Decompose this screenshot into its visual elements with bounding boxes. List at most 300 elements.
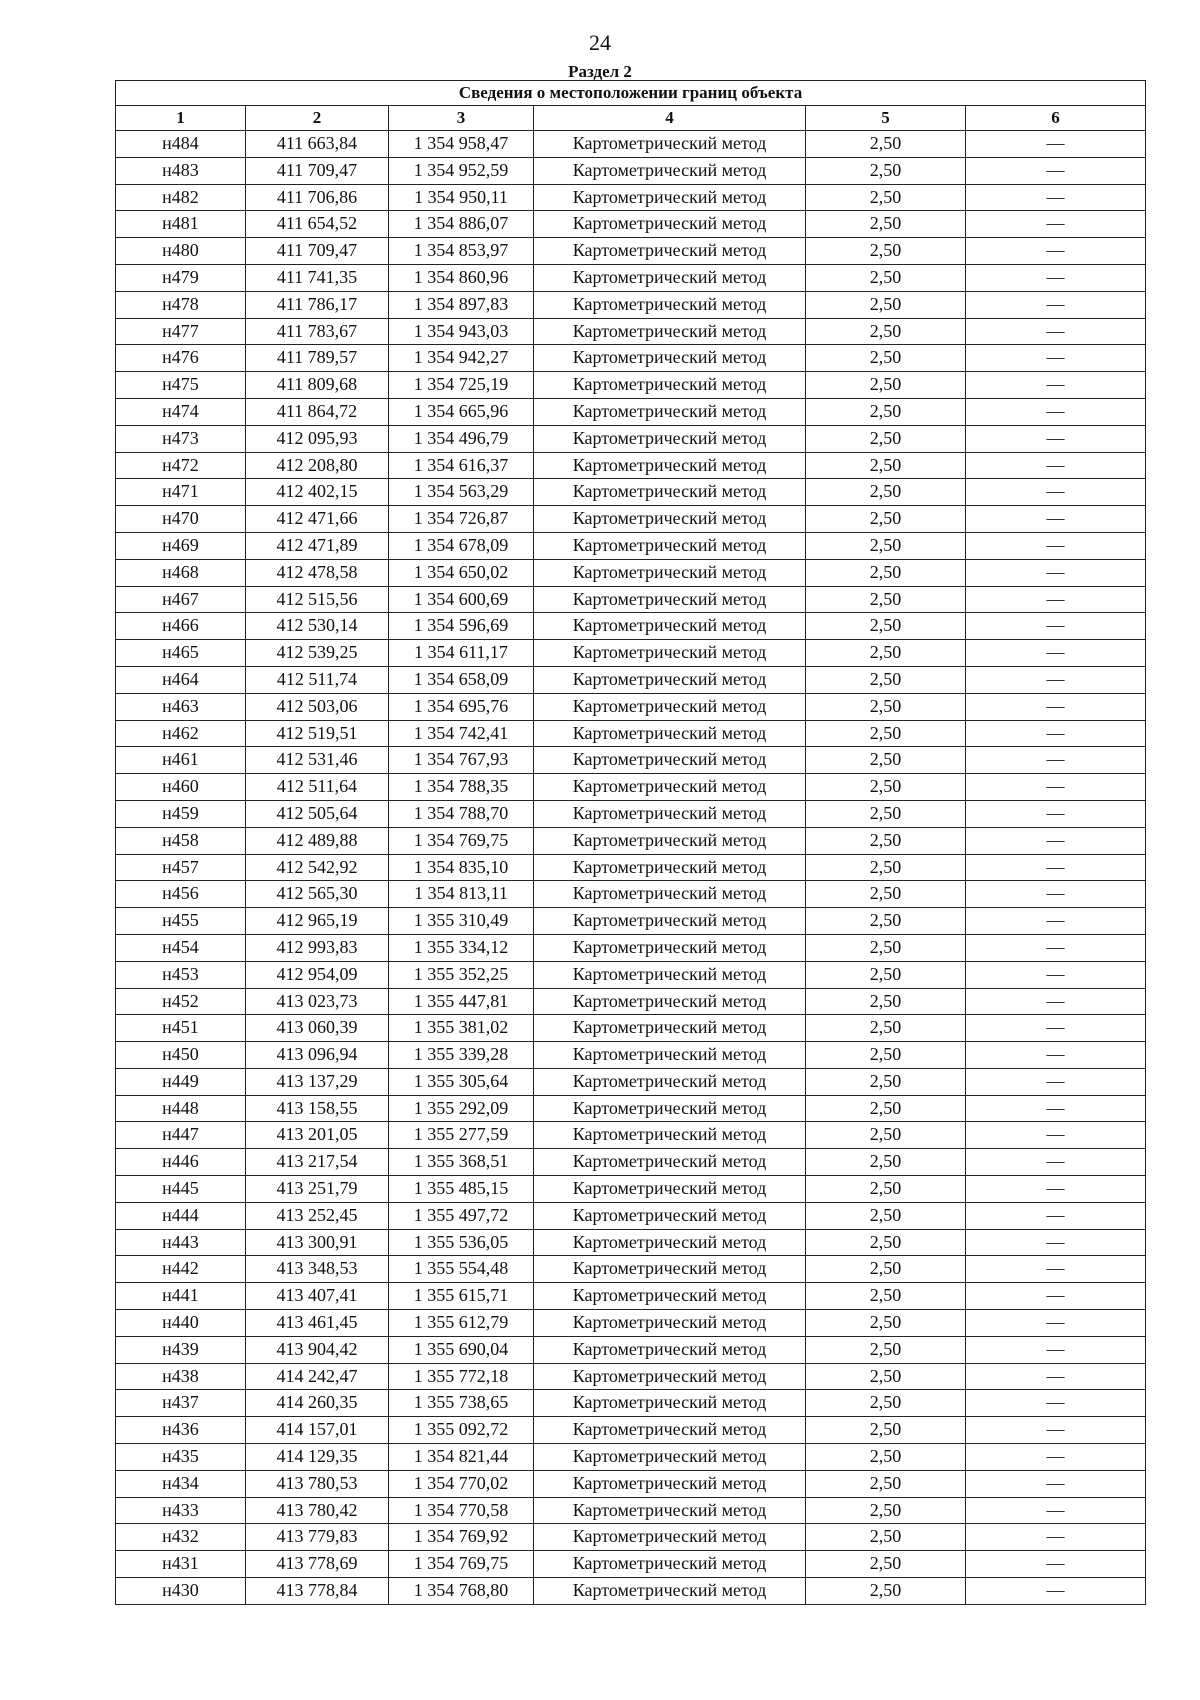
method-cell: Картометрический метод [534,800,806,827]
x-coordinate-cell: 413 060,39 [246,1015,389,1042]
description-cell: — [966,1390,1146,1417]
y-coordinate-cell: 1 354 695,76 [389,693,534,720]
x-coordinate-cell: 413 023,73 [246,988,389,1015]
method-cell: Картометрический метод [534,1229,806,1256]
y-coordinate-cell: 1 355 612,79 [389,1310,534,1337]
description-cell: — [966,291,1146,318]
method-cell: Картометрический метод [534,1283,806,1310]
point-id-cell: н467 [116,586,246,613]
y-coordinate-cell: 1 355 536,05 [389,1229,534,1256]
accuracy-cell: 2,50 [806,881,966,908]
point-id-cell: н479 [116,264,246,291]
point-id-cell: н442 [116,1256,246,1283]
method-cell: Картометрический метод [534,934,806,961]
y-coordinate-cell: 1 354 788,70 [389,800,534,827]
method-cell: Картометрический метод [534,372,806,399]
point-id-cell: н434 [116,1470,246,1497]
method-cell: Картометрический метод [534,1390,806,1417]
y-coordinate-cell: 1 354 835,10 [389,854,534,881]
description-cell: — [966,264,1146,291]
point-id-cell: н471 [116,479,246,506]
x-coordinate-cell: 412 954,09 [246,961,389,988]
x-coordinate-cell: 412 478,58 [246,559,389,586]
x-coordinate-cell: 411 786,17 [246,291,389,318]
accuracy-cell: 2,50 [806,291,966,318]
description-cell: — [966,586,1146,613]
accuracy-cell: 2,50 [806,211,966,238]
point-id-cell: н431 [116,1551,246,1578]
table-row [116,1283,1146,1310]
x-coordinate-cell: 412 515,56 [246,586,389,613]
x-coordinate-cell: 413 251,79 [246,1176,389,1203]
y-coordinate-cell: 1 355 485,15 [389,1176,534,1203]
description-cell: — [966,1524,1146,1551]
point-id-cell: н481 [116,211,246,238]
table-row [116,372,1146,399]
description-cell: — [966,666,1146,693]
table-row [116,157,1146,184]
description-cell: — [966,1470,1146,1497]
x-coordinate-cell: 414 129,35 [246,1444,389,1471]
description-cell: — [966,211,1146,238]
point-id-cell: н451 [116,1015,246,1042]
accuracy-cell: 2,50 [806,184,966,211]
table-row [116,800,1146,827]
y-coordinate-cell: 1 355 092,72 [389,1417,534,1444]
method-cell: Картометрический метод [534,774,806,801]
y-coordinate-cell: 1 355 334,12 [389,934,534,961]
boundary-coordinates-table [115,80,1146,1605]
y-coordinate-cell: 1 355 690,04 [389,1336,534,1363]
method-cell: Картометрический метод [534,854,806,881]
point-id-cell: н468 [116,559,246,586]
y-coordinate-cell: 1 355 277,59 [389,1122,534,1149]
description-cell: — [966,1363,1146,1390]
y-coordinate-cell: 1 354 769,75 [389,1551,534,1578]
accuracy-cell: 2,50 [806,827,966,854]
y-coordinate-cell: 1 354 658,09 [389,666,534,693]
method-cell: Картометрический метод [534,1363,806,1390]
table-row [116,318,1146,345]
description-cell: — [966,1068,1146,1095]
accuracy-cell: 2,50 [806,1578,966,1605]
y-coordinate-cell: 1 354 769,92 [389,1524,534,1551]
point-id-cell: н439 [116,1336,246,1363]
method-cell: Картометрический метод [534,1551,806,1578]
x-coordinate-cell: 411 654,52 [246,211,389,238]
table-row [116,1042,1146,1069]
accuracy-cell: 2,50 [806,747,966,774]
method-cell: Картометрический метод [534,398,806,425]
point-id-cell: н463 [116,693,246,720]
table-row [116,908,1146,935]
table-row [116,613,1146,640]
method-cell: Картометрический метод [534,1578,806,1605]
y-coordinate-cell: 1 355 447,81 [389,988,534,1015]
method-cell: Картометрический метод [534,131,806,158]
description-cell: — [966,506,1146,533]
description-cell: — [966,1310,1146,1337]
point-id-cell: н475 [116,372,246,399]
x-coordinate-cell: 413 904,42 [246,1336,389,1363]
y-coordinate-cell: 1 354 958,47 [389,131,534,158]
y-coordinate-cell: 1 354 788,35 [389,774,534,801]
table-row [116,640,1146,667]
column-header: 1 [116,106,246,131]
x-coordinate-cell: 413 137,29 [246,1068,389,1095]
table-row [116,425,1146,452]
y-coordinate-cell: 1 355 368,51 [389,1149,534,1176]
table-row [116,961,1146,988]
method-cell: Картометрический метод [534,184,806,211]
x-coordinate-cell: 411 706,86 [246,184,389,211]
x-coordinate-cell: 413 407,41 [246,1283,389,1310]
method-cell: Картометрический метод [534,1015,806,1042]
description-cell: — [966,774,1146,801]
y-coordinate-cell: 1 354 886,07 [389,211,534,238]
accuracy-cell: 2,50 [806,1470,966,1497]
x-coordinate-cell: 413 096,94 [246,1042,389,1069]
column-number-row [116,106,1146,131]
point-id-cell: н473 [116,425,246,452]
point-id-cell: н484 [116,131,246,158]
table-row [116,1095,1146,1122]
x-coordinate-cell: 411 709,47 [246,238,389,265]
y-coordinate-cell: 1 354 767,93 [389,747,534,774]
y-coordinate-cell: 1 354 770,58 [389,1497,534,1524]
method-cell: Картометрический метод [534,586,806,613]
point-id-cell: н454 [116,934,246,961]
table-row [116,586,1146,613]
description-cell: — [966,318,1146,345]
table-row [116,345,1146,372]
x-coordinate-cell: 413 348,53 [246,1256,389,1283]
y-coordinate-cell: 1 354 813,11 [389,881,534,908]
accuracy-cell: 2,50 [806,961,966,988]
accuracy-cell: 2,50 [806,532,966,559]
accuracy-cell: 2,50 [806,854,966,881]
accuracy-cell: 2,50 [806,345,966,372]
section-title: Раздел 2 [568,62,632,81]
accuracy-cell: 2,50 [806,318,966,345]
x-coordinate-cell: 413 780,42 [246,1497,389,1524]
point-id-cell: н482 [116,184,246,211]
accuracy-cell: 2,50 [806,1229,966,1256]
y-coordinate-cell: 1 354 678,09 [389,532,534,559]
accuracy-cell: 2,50 [806,131,966,158]
x-coordinate-cell: 412 489,88 [246,827,389,854]
method-cell: Картометрический метод [534,238,806,265]
method-cell: Картометрический метод [534,1470,806,1497]
accuracy-cell: 2,50 [806,1551,966,1578]
accuracy-cell: 2,50 [806,1417,966,1444]
point-id-cell: н461 [116,747,246,774]
description-cell: — [966,693,1146,720]
y-coordinate-cell: 1 354 860,96 [389,264,534,291]
y-coordinate-cell: 1 354 596,69 [389,613,534,640]
method-cell: Картометрический метод [534,318,806,345]
point-id-cell: н465 [116,640,246,667]
description-cell: — [966,238,1146,265]
column-header: 4 [534,106,806,131]
point-id-cell: н432 [116,1524,246,1551]
point-id-cell: н444 [116,1202,246,1229]
x-coordinate-cell: 413 217,54 [246,1149,389,1176]
method-cell: Картометрический метод [534,1310,806,1337]
table-title: Сведения о местоположении границ объекта [116,81,1146,106]
description-cell: — [966,1095,1146,1122]
table-row [116,720,1146,747]
x-coordinate-cell: 412 539,25 [246,640,389,667]
description-cell: — [966,1149,1146,1176]
table-row [116,1202,1146,1229]
x-coordinate-cell: 413 461,45 [246,1310,389,1337]
x-coordinate-cell: 411 864,72 [246,398,389,425]
accuracy-cell: 2,50 [806,1068,966,1095]
point-id-cell: н472 [116,452,246,479]
y-coordinate-cell: 1 354 616,37 [389,452,534,479]
table-row [116,398,1146,425]
point-id-cell: н452 [116,988,246,1015]
table-row [116,1256,1146,1283]
description-cell: — [966,1176,1146,1203]
method-cell: Картометрический метод [534,747,806,774]
accuracy-cell: 2,50 [806,908,966,935]
description-cell: — [966,1015,1146,1042]
y-coordinate-cell: 1 355 554,48 [389,1256,534,1283]
y-coordinate-cell: 1 354 600,69 [389,586,534,613]
x-coordinate-cell: 412 530,14 [246,613,389,640]
description-cell: — [966,747,1146,774]
x-coordinate-cell: 414 260,35 [246,1390,389,1417]
table-row [116,238,1146,265]
description-cell: — [966,345,1146,372]
table-row [116,774,1146,801]
accuracy-cell: 2,50 [806,1336,966,1363]
description-cell: — [966,934,1146,961]
accuracy-cell: 2,50 [806,398,966,425]
table-row [116,1310,1146,1337]
description-cell: — [966,157,1146,184]
table-row [116,1363,1146,1390]
accuracy-cell: 2,50 [806,425,966,452]
x-coordinate-cell: 413 252,45 [246,1202,389,1229]
accuracy-cell: 2,50 [806,1524,966,1551]
method-cell: Картометрический метод [534,264,806,291]
accuracy-cell: 2,50 [806,157,966,184]
accuracy-cell: 2,50 [806,559,966,586]
method-cell: Картометрический метод [534,908,806,935]
description-cell: — [966,961,1146,988]
y-coordinate-cell: 1 355 305,64 [389,1068,534,1095]
table-row [116,1444,1146,1471]
method-cell: Картометрический метод [534,425,806,452]
point-id-cell: н450 [116,1042,246,1069]
description-cell: — [966,1042,1146,1069]
point-id-cell: н476 [116,345,246,372]
point-id-cell: н449 [116,1068,246,1095]
x-coordinate-cell: 412 503,06 [246,693,389,720]
method-cell: Картометрический метод [534,827,806,854]
y-coordinate-cell: 1 354 897,83 [389,291,534,318]
method-cell: Картометрический метод [534,1417,806,1444]
table-row [116,559,1146,586]
y-coordinate-cell: 1 354 725,19 [389,372,534,399]
accuracy-cell: 2,50 [806,238,966,265]
description-cell: — [966,1336,1146,1363]
accuracy-cell: 2,50 [806,1122,966,1149]
table-row [116,1336,1146,1363]
accuracy-cell: 2,50 [806,720,966,747]
y-coordinate-cell: 1 354 853,97 [389,238,534,265]
y-coordinate-cell: 1 354 496,79 [389,425,534,452]
table-row [116,666,1146,693]
x-coordinate-cell: 413 778,84 [246,1578,389,1605]
accuracy-cell: 2,50 [806,1497,966,1524]
accuracy-cell: 2,50 [806,1283,966,1310]
point-id-cell: н478 [116,291,246,318]
description-cell: — [966,1283,1146,1310]
x-coordinate-cell: 411 783,67 [246,318,389,345]
method-cell: Картометрический метод [534,1095,806,1122]
table-row [116,1390,1146,1417]
table-body [116,131,1146,1605]
accuracy-cell: 2,50 [806,1042,966,1069]
point-id-cell: н437 [116,1390,246,1417]
description-cell: — [966,613,1146,640]
description-cell: — [966,372,1146,399]
point-id-cell: н480 [116,238,246,265]
y-coordinate-cell: 1 354 952,59 [389,157,534,184]
description-cell: — [966,1444,1146,1471]
table-row [116,264,1146,291]
method-cell: Картометрический метод [534,452,806,479]
method-cell: Картометрический метод [534,479,806,506]
accuracy-cell: 2,50 [806,1390,966,1417]
table-row [116,1229,1146,1256]
method-cell: Картометрический метод [534,666,806,693]
accuracy-cell: 2,50 [806,1095,966,1122]
column-header: 2 [246,106,389,131]
table-row [116,854,1146,881]
x-coordinate-cell: 413 780,53 [246,1470,389,1497]
table-row [116,1149,1146,1176]
y-coordinate-cell: 1 355 772,18 [389,1363,534,1390]
method-cell: Картометрический метод [534,559,806,586]
description-cell: — [966,479,1146,506]
accuracy-cell: 2,50 [806,1015,966,1042]
table-row [116,506,1146,533]
table-row [116,291,1146,318]
point-id-cell: н474 [116,398,246,425]
description-cell: — [966,559,1146,586]
table-row [116,693,1146,720]
x-coordinate-cell: 413 779,83 [246,1524,389,1551]
point-id-cell: н459 [116,800,246,827]
method-cell: Картометрический метод [534,1336,806,1363]
point-id-cell: н456 [116,881,246,908]
x-coordinate-cell: 411 789,57 [246,345,389,372]
description-cell: — [966,398,1146,425]
point-id-cell: н483 [116,157,246,184]
point-id-cell: н469 [116,532,246,559]
table-row [116,452,1146,479]
description-cell: — [966,1122,1146,1149]
x-coordinate-cell: 412 402,15 [246,479,389,506]
point-id-cell: н440 [116,1310,246,1337]
x-coordinate-cell: 412 505,64 [246,800,389,827]
y-coordinate-cell: 1 355 292,09 [389,1095,534,1122]
point-id-cell: н458 [116,827,246,854]
method-cell: Картометрический метод [534,720,806,747]
point-id-cell: н435 [116,1444,246,1471]
description-cell: — [966,640,1146,667]
description-cell: — [966,720,1146,747]
table-row [116,1015,1146,1042]
description-cell: — [966,452,1146,479]
method-cell: Картометрический метод [534,211,806,238]
x-coordinate-cell: 412 542,92 [246,854,389,881]
table-row [116,1497,1146,1524]
x-coordinate-cell: 414 157,01 [246,1417,389,1444]
table-row [116,747,1146,774]
y-coordinate-cell: 1 355 352,25 [389,961,534,988]
accuracy-cell: 2,50 [806,372,966,399]
y-coordinate-cell: 1 354 769,75 [389,827,534,854]
point-id-cell: н464 [116,666,246,693]
column-header: 6 [966,106,1146,131]
description-cell: — [966,1417,1146,1444]
x-coordinate-cell: 412 511,74 [246,666,389,693]
point-id-cell: н446 [116,1149,246,1176]
description-cell: — [966,854,1146,881]
method-cell: Картометрический метод [534,613,806,640]
y-coordinate-cell: 1 354 650,02 [389,559,534,586]
accuracy-cell: 2,50 [806,613,966,640]
table-row [116,1524,1146,1551]
table-row [116,1551,1146,1578]
x-coordinate-cell: 412 095,93 [246,425,389,452]
accuracy-cell: 2,50 [806,988,966,1015]
description-cell: — [966,881,1146,908]
point-id-cell: н453 [116,961,246,988]
accuracy-cell: 2,50 [806,506,966,533]
point-id-cell: н433 [116,1497,246,1524]
point-id-cell: н460 [116,774,246,801]
table-row [116,1470,1146,1497]
method-cell: Картометрический метод [534,1202,806,1229]
method-cell: Картометрический метод [534,1176,806,1203]
method-cell: Картометрический метод [534,532,806,559]
y-coordinate-cell: 1 354 950,11 [389,184,534,211]
x-coordinate-cell: 412 531,46 [246,747,389,774]
table-row [116,211,1146,238]
point-id-cell: н457 [116,854,246,881]
description-cell: — [966,1578,1146,1605]
accuracy-cell: 2,50 [806,640,966,667]
table-row [116,184,1146,211]
method-cell: Картометрический метод [534,1042,806,1069]
point-id-cell: н436 [116,1417,246,1444]
table-row [116,934,1146,961]
method-cell: Картометрический метод [534,1256,806,1283]
y-coordinate-cell: 1 355 310,49 [389,908,534,935]
accuracy-cell: 2,50 [806,800,966,827]
accuracy-cell: 2,50 [806,774,966,801]
point-id-cell: н443 [116,1229,246,1256]
table-row [116,881,1146,908]
description-cell: — [966,827,1146,854]
